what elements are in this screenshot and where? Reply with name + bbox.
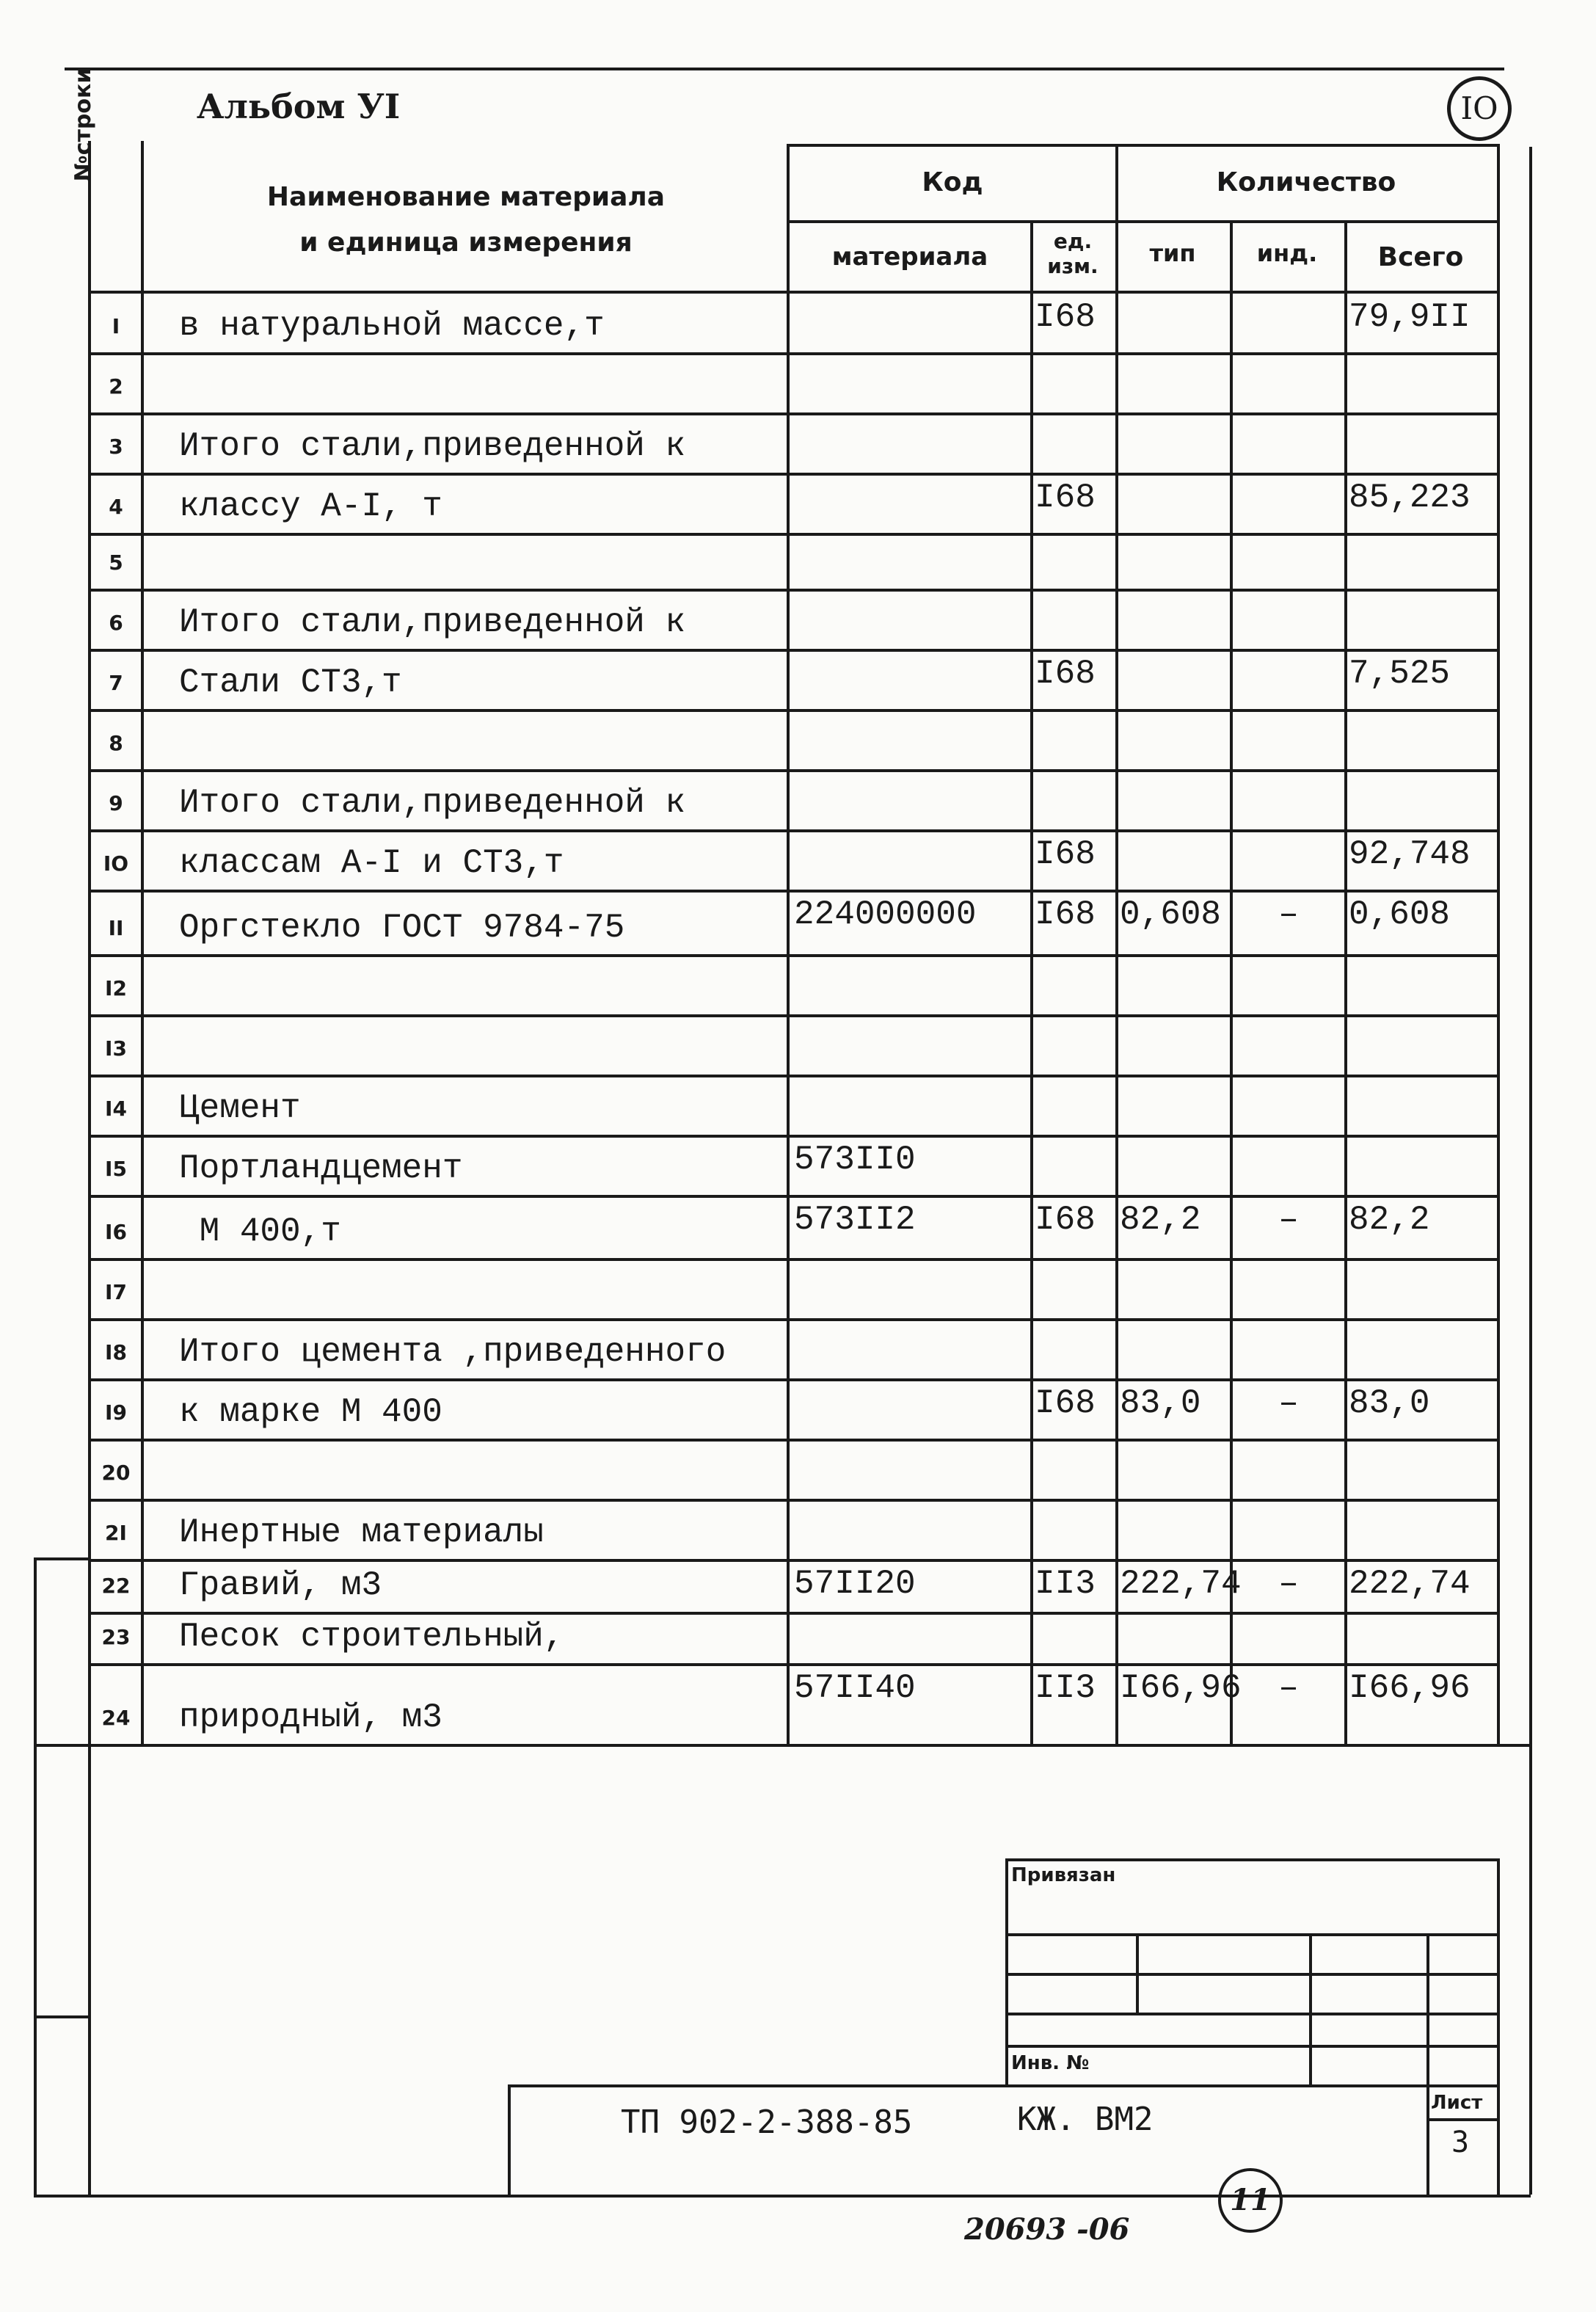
cell-total: 7,525 <box>1349 655 1451 693</box>
cell-ind: – <box>1278 1201 1299 1239</box>
margin-line-2 <box>34 1744 90 1747</box>
material-name: классам А-I и СТ3,т <box>179 844 564 882</box>
row-number: 7 <box>109 671 123 695</box>
header-ind: инд. <box>1256 239 1318 267</box>
tb-main-top <box>508 2084 1497 2087</box>
header-name-line1: Наименование материала <box>266 182 666 212</box>
cell-type: 0,608 <box>1120 895 1222 934</box>
margin-strip <box>34 1557 37 2195</box>
cell-type: 222,74 <box>1120 1565 1242 1603</box>
project-code: ТП 902-2-388-85 <box>621 2104 913 2141</box>
frame-right <box>1529 147 1532 2195</box>
col-line-rowno <box>141 141 144 1744</box>
tb-grid-v2 <box>1309 1933 1312 2084</box>
cell-type: 83,0 <box>1120 1384 1201 1422</box>
header-material: материала <box>831 242 988 272</box>
row-number: 5 <box>109 550 123 575</box>
row-divider <box>88 1075 1497 1077</box>
row-divider <box>88 709 1497 712</box>
cell-unit: I68 <box>1035 835 1096 873</box>
row-number: 8 <box>109 731 123 755</box>
material-name: Цемент <box>179 1089 301 1127</box>
row-number: 22 <box>101 1574 131 1598</box>
header-bottom-line <box>88 291 1497 294</box>
col-line-left <box>88 141 91 1744</box>
row-number: 4 <box>109 495 123 519</box>
row-number: IO <box>103 851 129 876</box>
header-type: тип <box>1149 239 1196 267</box>
material-name: Итого стали,приведенной к <box>179 427 686 465</box>
tb-grid-v1 <box>1136 1933 1139 2013</box>
header-top-line <box>787 144 1497 147</box>
material-name: к марке М 400 <box>179 1393 442 1431</box>
row-divider <box>88 1439 1497 1442</box>
row-divider <box>88 473 1497 476</box>
material-name: М 400,т <box>179 1213 341 1251</box>
cell-unit: I68 <box>1035 479 1096 517</box>
header-unit-line1: ед. <box>1053 229 1093 253</box>
header-name-line2: и единица измерения <box>299 228 633 258</box>
inv-no-label: Инв. № <box>1011 2052 1090 2074</box>
row-number: 24 <box>101 1706 131 1730</box>
material-name: в натуральной массе,т <box>179 307 605 345</box>
cell-code: 57II20 <box>794 1565 916 1603</box>
tb-grid-1 <box>1005 1933 1497 1936</box>
material-name: Итого цемента ,приведенного <box>179 1333 726 1371</box>
material-name: Портландцемент <box>179 1149 463 1188</box>
cell-code: 573II2 <box>794 1201 916 1239</box>
frame-bottom <box>34 2195 1531 2198</box>
row-divider <box>88 649 1497 652</box>
cell-total: 83,0 <box>1349 1384 1430 1422</box>
header-row-no: №строки <box>70 68 96 182</box>
row-divider <box>88 1258 1497 1261</box>
tb-grid-v3 <box>1426 1933 1429 2195</box>
row-divider <box>88 412 1497 415</box>
row-number: I4 <box>105 1097 127 1121</box>
tb-grid-2 <box>1005 1973 1497 1976</box>
cell-code: 573II0 <box>794 1141 916 1179</box>
header-total: Всего <box>1377 242 1464 272</box>
row-number: 20 <box>101 1461 131 1485</box>
album-label: Альбом УI <box>197 87 401 126</box>
material-name: Стали СТ3,т <box>179 664 402 702</box>
row-number: 6 <box>109 611 123 635</box>
row-divider <box>88 1318 1497 1321</box>
cell-ind: – <box>1278 1384 1299 1422</box>
margin-line-3 <box>34 2015 90 2018</box>
row-number: 23 <box>101 1625 131 1649</box>
cell-type: I66,96 <box>1120 1669 1242 1707</box>
cell-unit: II3 <box>1035 1565 1096 1603</box>
cell-unit: I68 <box>1035 1201 1096 1239</box>
col-line-type <box>1230 220 1233 1744</box>
tb-grid-4 <box>1005 2045 1497 2048</box>
material-name: Оргстекло ГОСТ 9784-75 <box>179 909 625 947</box>
row-number: 2I <box>105 1521 127 1545</box>
row-number: 3 <box>109 435 123 459</box>
row-number: I3 <box>105 1036 127 1061</box>
row-divider <box>88 1559 1497 1562</box>
material-name: Гравий, м3 <box>179 1566 382 1604</box>
row-divider <box>88 769 1497 772</box>
col-line-ind <box>1344 220 1347 1744</box>
row-divider <box>88 1499 1497 1502</box>
row-number: 2 <box>109 374 123 399</box>
material-name: Итого стали,приведенной к <box>179 784 686 822</box>
cell-code: 57II40 <box>794 1669 916 1707</box>
col-line-name <box>787 144 790 1744</box>
frame-left <box>88 1744 91 2195</box>
privyazan-label: Привязан <box>1011 1864 1116 1886</box>
header-unit-line2: изм. <box>1047 254 1098 278</box>
tb-left <box>1005 1858 1008 2084</box>
cell-type: 82,2 <box>1120 1201 1201 1239</box>
row-divider <box>88 1378 1497 1381</box>
cell-unit: II3 <box>1035 1669 1096 1707</box>
row-divider <box>88 352 1497 355</box>
table-bottom <box>88 1744 1531 1747</box>
row-divider <box>88 890 1497 893</box>
cell-ind: – <box>1278 1669 1299 1707</box>
row-number: II <box>108 916 124 940</box>
cell-total: 85,223 <box>1349 479 1471 517</box>
tb-main-left <box>508 2084 511 2195</box>
row-divider <box>88 1135 1497 1138</box>
row-divider <box>88 1014 1497 1017</box>
row-number: I6 <box>105 1220 127 1244</box>
material-name: природный, м3 <box>179 1698 442 1737</box>
tb-right <box>1497 1858 1500 2195</box>
cell-total: 0,608 <box>1349 895 1451 934</box>
col-line-unit <box>1115 144 1118 1744</box>
cell-total: 92,748 <box>1349 835 1471 873</box>
header-code: Код <box>922 167 983 197</box>
sheet-number-circle: IO <box>1447 76 1512 141</box>
document-mark: КЖ. ВМ2 <box>1017 2101 1154 2138</box>
row-divider <box>88 1195 1497 1198</box>
row-divider <box>88 533 1497 536</box>
row-divider <box>88 589 1497 592</box>
tb-sheet-line <box>1426 2118 1497 2121</box>
row-number: I <box>112 314 120 338</box>
cell-ind: – <box>1278 1565 1299 1603</box>
cell-total: 222,74 <box>1349 1565 1471 1603</box>
cell-total: 79,9II <box>1349 298 1471 336</box>
top-border <box>65 68 1504 70</box>
cell-unit: I68 <box>1035 655 1096 693</box>
header-mid-line <box>787 220 1497 223</box>
material-name: Итого стали,приведенной к <box>179 603 686 641</box>
cell-unit: I68 <box>1035 1384 1096 1422</box>
row-number: I8 <box>105 1340 127 1364</box>
cell-unit: I68 <box>1035 298 1096 336</box>
row-number: 9 <box>109 791 123 815</box>
cell-unit: I68 <box>1035 895 1096 934</box>
tb-grid-3 <box>1005 2013 1497 2015</box>
row-divider <box>88 1663 1497 1666</box>
row-divider <box>88 954 1497 957</box>
handwritten-number: 20693 -06 <box>964 2212 1130 2247</box>
cell-code: 224000000 <box>794 895 977 934</box>
cell-total: 82,2 <box>1349 1201 1430 1239</box>
material-name: классу А-I, т <box>179 487 442 526</box>
row-number: I7 <box>105 1280 127 1304</box>
margin-line-1 <box>34 1557 90 1560</box>
cell-ind: – <box>1278 895 1299 934</box>
row-divider <box>88 1612 1497 1615</box>
col-line-right <box>1497 144 1500 1744</box>
header-quantity: Количество <box>1216 167 1396 197</box>
row-number: I5 <box>105 1157 127 1181</box>
tb-line-privyazan-top <box>1005 1858 1497 1861</box>
sheet-label: Лист <box>1431 2092 1483 2114</box>
sheet-value: 3 <box>1451 2126 1470 2159</box>
material-name: Инертные материалы <box>179 1513 544 1552</box>
row-number: I9 <box>105 1400 127 1425</box>
row-number: I2 <box>105 976 127 1000</box>
cell-total: I66,96 <box>1349 1669 1471 1707</box>
material-name: Песок строительный, <box>179 1618 564 1656</box>
row-divider <box>88 829 1497 832</box>
col-line-code <box>1030 220 1033 1744</box>
page-number-circle: 11 <box>1218 2168 1283 2233</box>
